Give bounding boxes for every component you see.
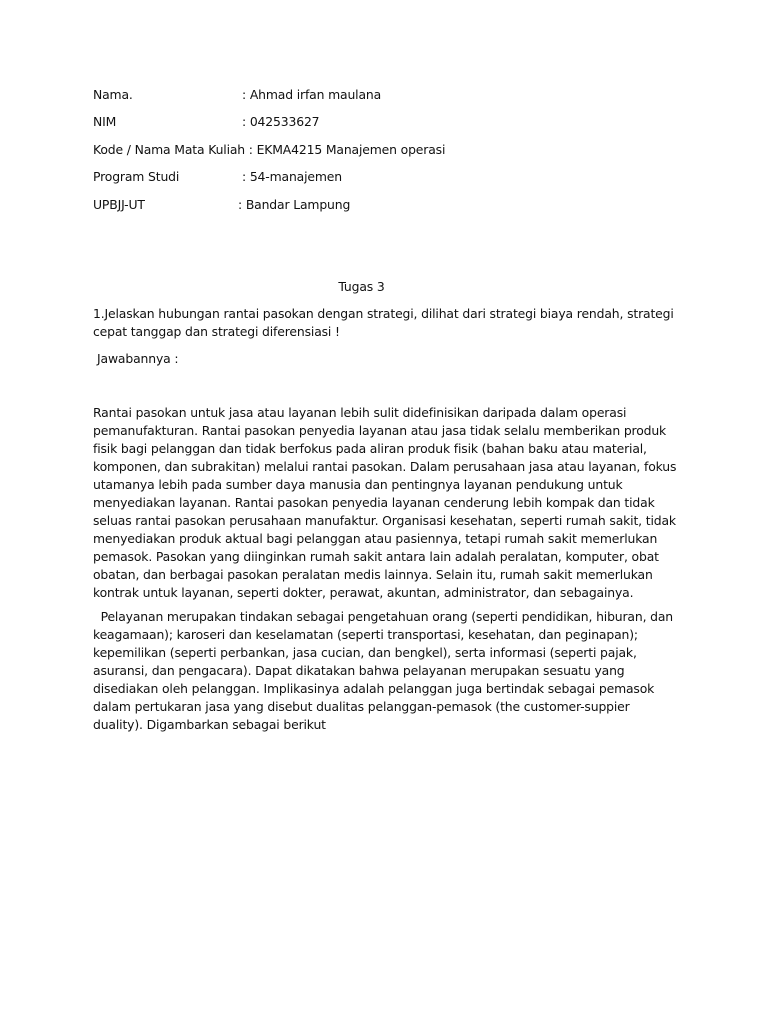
identity-row-upbjj [93,196,683,214]
identity-label-prodi: Program Studi [93,169,180,185]
identity-label-upbjj: UPBJJ-UT [93,196,145,212]
document-content [93,86,683,732]
answer-paragraph-2-text: Pelayanan merupakan tindakan sebagai pengetahuan orang (seperti pendidikan, hiburan, dan keagamaan); karoseri dan keselamatan (seperti transportasi, kesehatan, dan peginapan); kepemilikan (seperti perbankan, jasa cucian, dan bengkel), serta informasi (seperti pajak, asuransi, dan pengacara). Dapat dikatakan bahwa pelayanan merupakan sesuatu yang disediakan oleh pelanggan. Implikasinya adalah pelanggan juga bertindak sebagai pemasok dalam pertukaran jasa yang disebut dualitas pelanggan-pemasok (the customer-suppier duality). Digambarkan sebagai berikut [93,609,674,732]
identity-value-nama: : Ahmad irfan maulana [242,87,382,102]
identity-value-upbjj: : Bandar Lampung [238,196,351,212]
task-question: 1.Jelaskan hubungan rantai pasokan dengan strategi, dilihat dari strategi biaya rendah, strategi cepat tanggap dan strategi diferensiasi ! [93,306,674,339]
answer-paragraph-1: Rantai pasokan untuk jasa atau layanan lebih sulit didefinisikan daripada dalam operasi pemanufakturan. Rantai pasokan penyedia layanan atau jasa tidak selalu memberikan produk fisik bagi pelanggan dan tidak berfokus pada aliran produk fisik (bahan baku atau material, komponen, dan subrakitan) melalui rantai pasokan. Dalam perusahaan jasa atau layanan, fokus utamanya lebih pada sumber daya manusia dan pentingnya layanan pendukung untuk menyediakan layanan. Rantai pasokan penyedia layanan cenderung lebih kompak dan tidak seluas rantai pasokan perusahaan manufaktur. Organisasi kesehatan, seperti rumah sakit, tidak menyediakan produk aktual bagi pelanggan atau pasiennya, tetapi rumah sakit memerlukan pemasok. Pasokan yang diinginkan rumah sakit antara lain adalah peralatan, komputer, obat obatan, dan berbagai pasokan peralatan medis lainnya. Selain itu, rumah sakit memerlukan kontrak untuk layanan, seperti dokter, perawat, akuntan, administrator, dan sebagainya. [93,405,677,600]
identity-label-kode: Kode / Nama Mata Kuliah [93,141,246,157]
identity-value-prodi: : 54-manajemen [242,169,342,185]
task-title: Tugas 3 [338,279,385,294]
identity-value-nim: : 042533627 [242,114,320,130]
identity-label-nama: Nama. [93,87,133,102]
identity-value-kode: : EKMA4215 Manajemen operasi [245,141,446,157]
identity-row-kode [93,141,683,159]
identity-block [93,86,683,214]
identity-row-nim [93,113,683,131]
answer-paragraph-2 [93,608,683,734]
identity-row-prodi [93,168,683,186]
identity-row-nama [93,86,683,104]
answer-label: Jawabannya : [97,351,179,366]
identity-label-nim: NIM [93,114,117,130]
